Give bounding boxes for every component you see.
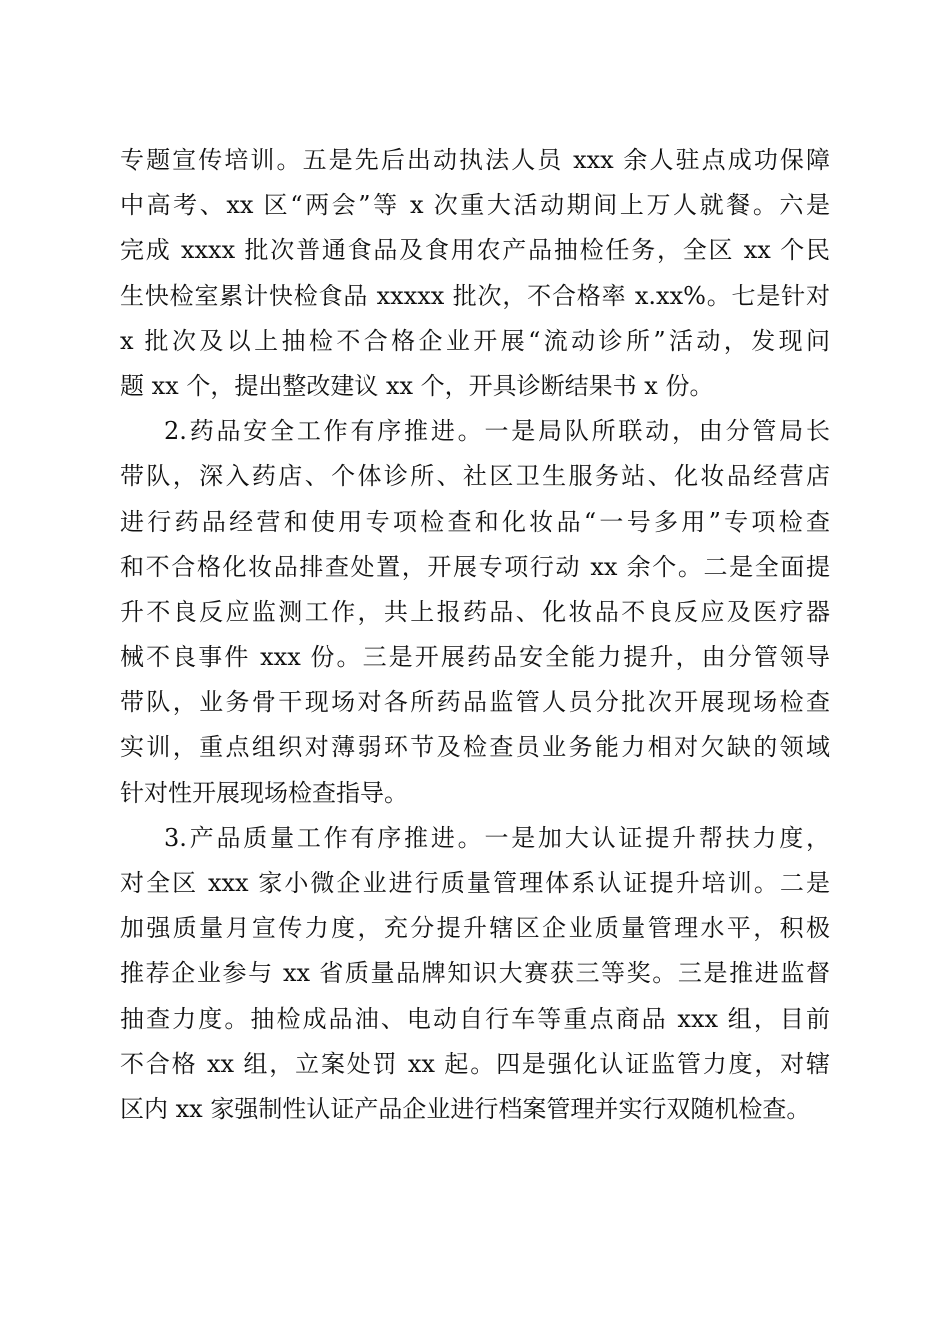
text-line: 带队，业务骨干现场对各所药品监管人员分批次开展现场检查 (120, 688, 830, 717)
text-line: 不合格 xx 组，立案处罚 xx 起。四是强化认证监管力度，对辖 (120, 1049, 830, 1078)
text-line: 2.药品安全工作有序推进。一是局队所联动，由分管局长 (164, 417, 830, 446)
text-line: 抽查力度。抽检成品油、电动自行车等重点商品 xxx 组，目前 (120, 1004, 830, 1033)
text-line: 械不良事件 xxx 份。三是开展药品安全能力提升，由分管领导 (120, 643, 830, 672)
text-line: 带队，深入药店、个体诊所、社区卫生服务站、化妆品经营店 (120, 462, 830, 491)
text-line: x 批次及以上抽检不合格企业开展“流动诊所”活动，发现问 (120, 326, 830, 355)
paragraph-food-safety-continued (120, 138, 830, 409)
paragraph-drug-safety (120, 409, 830, 816)
text-line: 实训，重点组织对薄弱环节及检查员业务能力相对欠缺的领域 (120, 733, 830, 762)
document-body (120, 138, 830, 1132)
text-line: 对全区 xxx 家小微企业进行质量管理体系认证提升培训。二是 (120, 869, 830, 897)
text-line: 区内 xx 家强制性认证产品企业进行档案管理并实行双随机检查。 (120, 1094, 811, 1123)
text-line: 题 xx 个，提出整改建议 xx 个，开具诊断结果书 x 份。 (120, 371, 714, 400)
paragraph-product-quality (120, 816, 830, 1132)
text-line: 和不合格化妆品排查处置，开展专项行动 xx 余个。二是全面提 (120, 552, 830, 581)
text-line: 加强质量月宣传力度，充分提升辖区企业质量管理水平，积极 (120, 914, 830, 943)
text-line: 中高考、xx 区“两会”等 x 次重大活动期间上万人就餐。六是 (120, 191, 830, 220)
text-line: 生快检室累计快检食品 xxxxx 批次，不合格率 x.xx%。七是针对 (120, 281, 830, 310)
text-line: 推荐企业参与 xx 省质量品牌知识大赛获三等奖。三是推进监督 (120, 959, 830, 988)
text-line: 3.产品质量工作有序推进。一是加大认证提升帮扶力度， (164, 823, 830, 852)
text-line: 针对性开展现场检查指导。 (120, 778, 408, 807)
text-line: 完成 xxxx 批次普通食品及食用农产品抽检任务，全区 xx 个民 (120, 236, 830, 265)
text-line: 进行药品经营和使用专项检查和化妆品“一号多用”专项检查 (120, 507, 830, 536)
text-line: 专题宣传培训。五是先后出动执法人员 xxx 余人驻点成功保障 (120, 146, 830, 174)
text-line: 升不良反应监测工作，共上报药品、化妆品不良反应及医疗器 (120, 597, 830, 626)
